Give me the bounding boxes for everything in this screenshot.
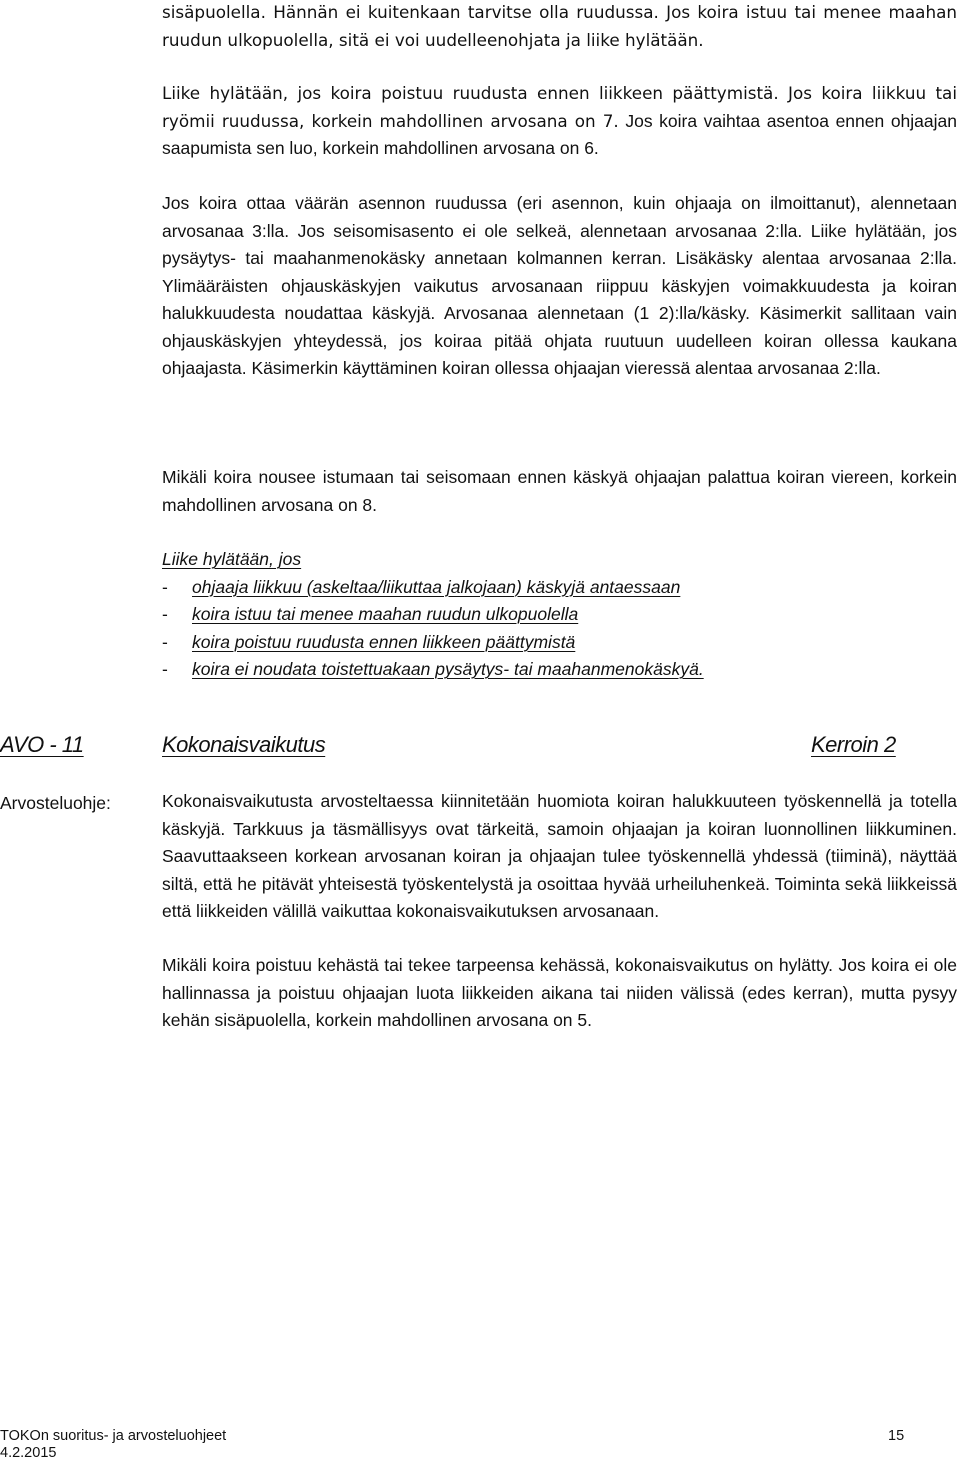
list-dash: -	[162, 576, 168, 597]
paragraph-text: sisäpuolella. Hännän ei kuitenkaan tarvitse olla ruudussa. Jos koira istuu tai menee maahan ruudun ulkopuolella, sitä ei voi uudelleenohjata ja liike hylätään.	[162, 2, 957, 50]
grading-disqualification	[162, 952, 957, 1035]
list-item-text: koira istuu tai menee maahan ruudun ulkopuolella	[192, 604, 579, 624]
paragraph-text: Kokonaisvaikutusta arvosteltaessa kiinnitetään huomiota koiran halukkuuteen työskennellä ja totella käskyjä. Tarkkuus ja täsmällisyys ovat tärkeitä, samoin ohjaajan ja koiran luonnollinen liikkuminen. Saavuttaakseen korkean arvosanan koiran ja ohjaajan tulee työskennellä yhdessä (tiiminä), näyttää siltä, että he pitävät yhteisestä työskentelystä ja osoittaa hyvää urheiluhenkeä. Toiminta sekä liikkeissä että liikkeiden välillä vaikuttaa kokonaisvaikutuksen arvosanaan.	[162, 791, 957, 921]
list-item-text: koira poistuu ruudusta ennen liikkeen päättymistä	[192, 631, 576, 652]
rejection-list-heading: Liike hylätään, jos	[162, 549, 302, 569]
paragraph-text: Mikäli koira nousee istumaan tai seisomaan ennen käskyä ohjaajan palattua koiran viereen, korkein mahdollinen arvosana on 8.	[162, 467, 957, 515]
list-item	[162, 574, 922, 602]
list-item	[162, 656, 922, 684]
list-dash: -	[162, 659, 168, 679]
section-code: AVO - 11	[0, 732, 84, 757]
grading-label: Arvosteluohje:	[0, 793, 111, 813]
list-item-text: ohjaaja liikkuu (askeltaa/liikuttaa jalkojaan) käskyjä antaessaan	[192, 576, 681, 597]
paragraph-text: Jos koira ottaa väärän asennon ruudussa (eri asennon, kuin ohjaaja on ilmoittanut), alennetaan arvosanaa 3:lla. Jos seisomisasento ei ole selkeä, alennetaan arvosanaa 2:lla. Liike hylätään, jos pysäytys- tai maahanmenokäsky annetaan kolmannen kerran. Lisäkäsky alentaa arvosanaa 2:lla. Ylimääräisten ohjauskäskyjen vaikutus arvosanaan riippuu käskyjen voimakkuudesta ja koiran halukkuudesta noudattaa käskyjä. Arvosanaa alennetaan (1 2):lla/käsky. Käsimerkit sallitaan vain ohjauskäskyjen yhteydessä, jos koiraa pitää ohjata ruutuun uudelleen koiran ollessa kaukana ohjaajasta. Käsimerkin käyttäminen koiran ollessa ohjaajan vieressä alentaa arvosanaa 2:lla.	[162, 193, 957, 378]
footer-doc-title: TOKOn suoritus- ja arvosteluohjeet	[0, 1428, 227, 1444]
section-heading	[0, 732, 960, 768]
section-title: Kokonaisvaikutus	[162, 732, 326, 757]
section-multiplier: Kerroin 2	[811, 732, 896, 757]
list-dash: -	[162, 604, 168, 624]
paragraph-rejection-rules	[162, 80, 957, 163]
list-item	[162, 629, 922, 657]
rejection-list	[162, 546, 922, 684]
paragraph-continuation	[162, 0, 957, 54]
list-item	[162, 601, 922, 629]
footer-date: 4.2.2015	[0, 1445, 57, 1461]
paragraph-rising-early	[162, 464, 957, 519]
footer-page-number: 15	[888, 1428, 905, 1444]
paragraph-text: Liike hylätään, jos koira poistuu ruudusta ennen liikkeen päättymistä. Jos koira liikkuu tai ryömii ruudussa, korkein mahdollinen arvosana on 7.	[162, 83, 957, 131]
paragraph-wrong-position	[162, 190, 957, 383]
grading-instructions	[162, 788, 957, 926]
list-dash: -	[162, 631, 168, 652]
list-item-text: koira ei noudata toistettuakaan pysäytys- tai maahanmenokäskyä.	[192, 659, 704, 679]
paragraph-text: Mikäli koira poistuu kehästä tai tekee tarpeensa kehässä, kokonaisvaikutus on hylätty. Jos koira ei ole hallinnassa ja poistuu ohjaajan luota liikkeiden aikana tai niiden välissä (edes kerran), mutta pysyy kehän sisäpuolella, korkein mahdollinen arvosana on 5.	[162, 955, 957, 1030]
paragraph-text: Jos koira vaihtaa asentoa ennen ohjaajan saapumista sen luo, korkein mahdollinen arvosana on 6.	[162, 110, 957, 158]
